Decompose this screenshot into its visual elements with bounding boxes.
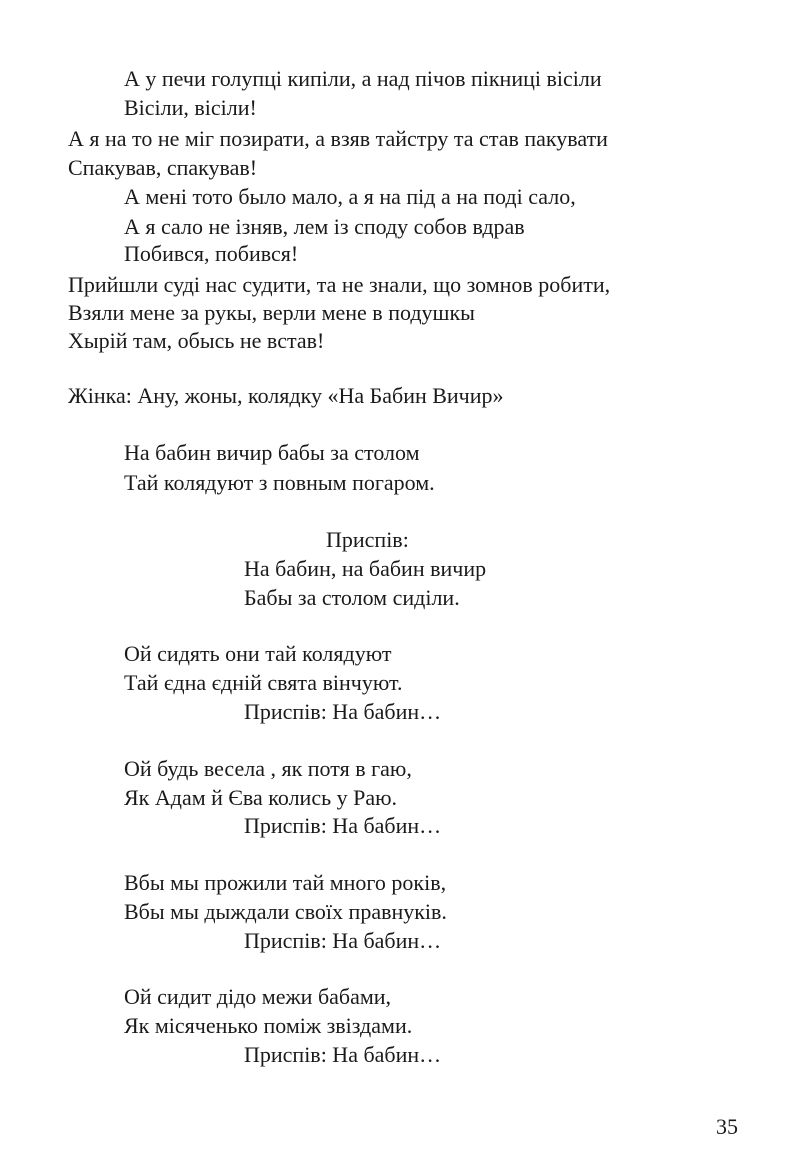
verse-line: Ой сидять они тай колядуют xyxy=(124,641,392,666)
song-line: Вісіли, вісіли! xyxy=(124,95,257,120)
verse-line: Тай колядуют з повным погаром. xyxy=(124,470,435,495)
verse-line: На бабин вичир бабы за столом xyxy=(124,440,420,465)
verse-line: Вбы мы дыждали своїх правнуків. xyxy=(124,899,447,924)
verse-line: Ой сидит дідо межи бабами, xyxy=(124,984,392,1009)
chorus-line: Бабы за столом сиділи. xyxy=(244,585,460,610)
verse-line: Тай єдна єдній свята вінчуют. xyxy=(124,670,403,695)
song-line: А я на то не міг позирати, а взяв тайстру та став пакувати xyxy=(68,126,608,151)
verse-line: Як місяченько поміж звіздами. xyxy=(124,1013,413,1038)
verse-line: Як Адам й Єва колись у Раю. xyxy=(124,785,398,810)
chorus-reference: Приспів: На бабин… xyxy=(244,928,442,953)
chorus-heading: Приспів: xyxy=(326,527,409,552)
speaker-line: Жінка: Ану, жоны, колядку «На Бабин Вичир» xyxy=(68,383,504,408)
song-line: А я сало не ізняв, лем із споду собов вдрав xyxy=(124,214,525,239)
song-line: Спакував, спакував! xyxy=(68,155,258,180)
song-line: Прийшли суді нас судити, та не знали, що зомнов робити, xyxy=(68,272,611,297)
song-line: Побився, побився! xyxy=(124,241,299,266)
song-line: А мені тото было мало, а я на під а на поді сало, xyxy=(124,184,576,209)
song-line: Взяли мене за рукы, верли мене в подушкы xyxy=(68,300,475,325)
song-line: Хырій там, обысь не встав! xyxy=(68,328,325,353)
page-number: 35 xyxy=(716,1114,738,1139)
verse-line: Вбы мы прожили тай много років, xyxy=(124,870,447,895)
chorus-reference: Приспів: На бабин… xyxy=(244,1042,442,1067)
chorus-reference: Приспів: На бабин… xyxy=(244,813,442,838)
verse-line: Ой будь весела , як потя в гаю, xyxy=(124,756,412,781)
chorus-reference: Приспів: На бабин… xyxy=(244,699,442,724)
chorus-line: На бабин, на бабин вичир xyxy=(244,556,487,581)
song-line: А у печи голупці кипіли, а над пічов пікниці вісіли xyxy=(124,66,602,91)
